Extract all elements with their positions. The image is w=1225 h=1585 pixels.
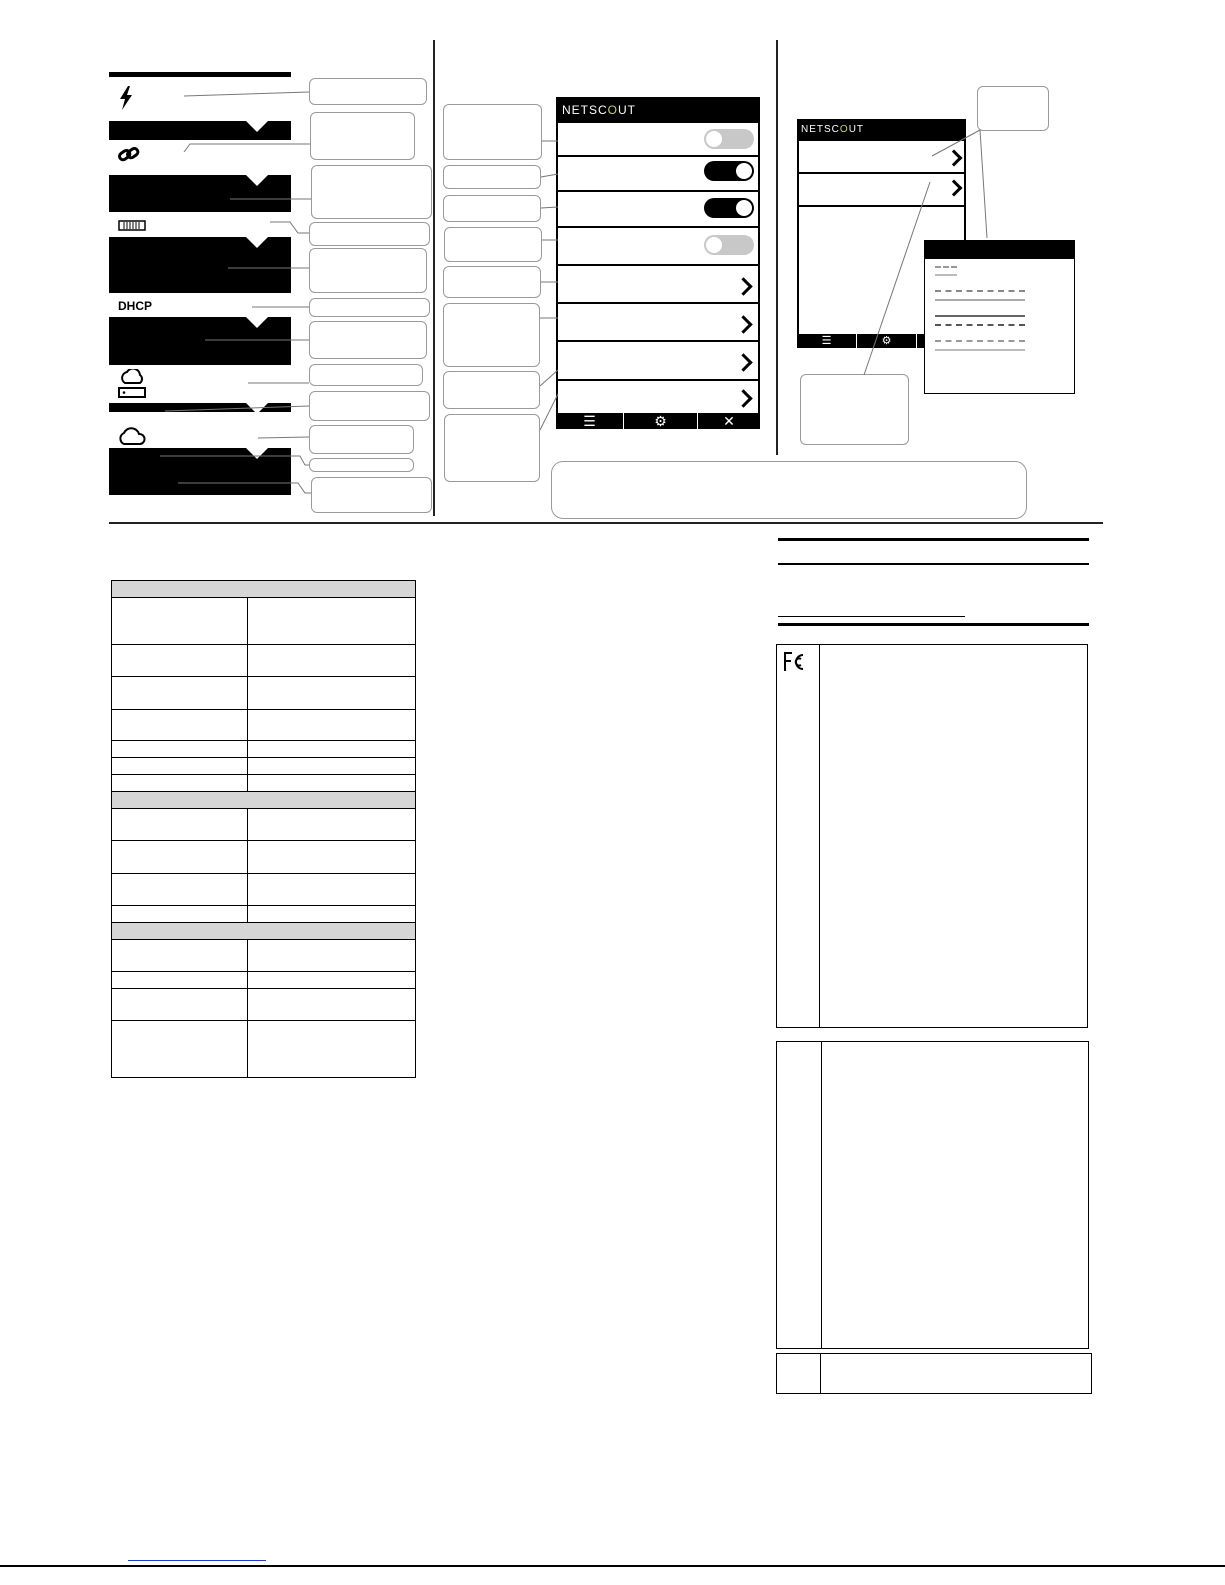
table-cell <box>112 841 248 874</box>
table-cell <box>112 677 248 710</box>
table-cell <box>112 940 248 972</box>
tab-tools-icon[interactable]: ✕ <box>723 413 735 429</box>
table-cell <box>112 809 248 841</box>
table-cell <box>112 598 248 645</box>
table-cell <box>248 775 416 792</box>
section-divider <box>109 522 1103 524</box>
table-cell <box>248 758 416 775</box>
dhcp-label: DHCP <box>118 299 153 313</box>
toggle-switch-1[interactable] <box>704 129 754 149</box>
table-cell <box>112 906 248 923</box>
table-cell <box>248 645 416 677</box>
table-section-header <box>112 581 416 598</box>
nav-row-4[interactable] <box>556 381 760 413</box>
table-cell <box>248 598 416 645</box>
toggle-switch-4[interactable] <box>704 235 754 255</box>
table-cell <box>248 1021 416 1078</box>
table-section-header <box>112 792 416 809</box>
tab-list-icon[interactable]: ☰ <box>556 413 624 429</box>
nav-row-3[interactable] <box>556 342 760 381</box>
table-cell <box>248 906 416 923</box>
specifications-table <box>111 580 416 1078</box>
footer-rule <box>0 1565 1225 1567</box>
table-cell <box>112 972 248 989</box>
table-cell <box>112 741 248 758</box>
table-cell <box>112 775 248 792</box>
netscout-logo: NETSCOUT <box>801 124 865 135</box>
table-cell <box>248 972 416 989</box>
table-cell <box>248 677 416 710</box>
heading-rule <box>778 563 1089 565</box>
netscout-logo: NETSCOUT <box>562 103 637 117</box>
table-section-header <box>112 923 416 940</box>
phone-header <box>556 97 760 123</box>
footer-link[interactable] <box>128 1549 266 1561</box>
tab-gear-icon[interactable]: ⚙ <box>624 413 698 429</box>
toggle-switch-2[interactable] <box>704 161 754 181</box>
subheading-underline <box>778 616 965 617</box>
phone-leader-lines <box>430 90 570 450</box>
panel-divider-2 <box>776 40 778 455</box>
tab-list-icon[interactable]: ☰ <box>797 334 857 348</box>
table-cell <box>248 874 416 906</box>
regulatory-notice-box <box>776 1041 1089 1349</box>
table-cell <box>248 809 416 841</box>
table-cell <box>112 874 248 906</box>
phone-tab-bar <box>556 413 760 429</box>
table-cell <box>248 841 416 874</box>
callout-settings-row <box>800 374 909 445</box>
table-cell <box>112 1021 248 1078</box>
table-cell <box>112 710 248 741</box>
toggle-switch-3[interactable] <box>704 198 754 218</box>
regulatory-notice-box-small <box>776 1353 1092 1394</box>
table-cell <box>112 989 248 1021</box>
nav-row-2[interactable] <box>556 304 760 342</box>
tab-gear-icon[interactable]: ⚙ <box>857 334 917 348</box>
table-cell <box>248 940 416 972</box>
table-cell <box>248 710 416 741</box>
table-cell <box>112 645 248 677</box>
table-cell <box>112 758 248 775</box>
fcc-logo-icon <box>783 651 809 673</box>
nav-row-1[interactable] <box>556 266 760 304</box>
phone-caption-box <box>551 461 1027 519</box>
table-cell <box>248 741 416 758</box>
table-cell <box>248 989 416 1021</box>
fcc-notice-box <box>776 644 1088 1028</box>
settings-leader-lines <box>850 120 1010 380</box>
heading-rule <box>778 538 1089 541</box>
leader-lines <box>0 0 440 520</box>
heading-rule <box>778 623 1089 626</box>
